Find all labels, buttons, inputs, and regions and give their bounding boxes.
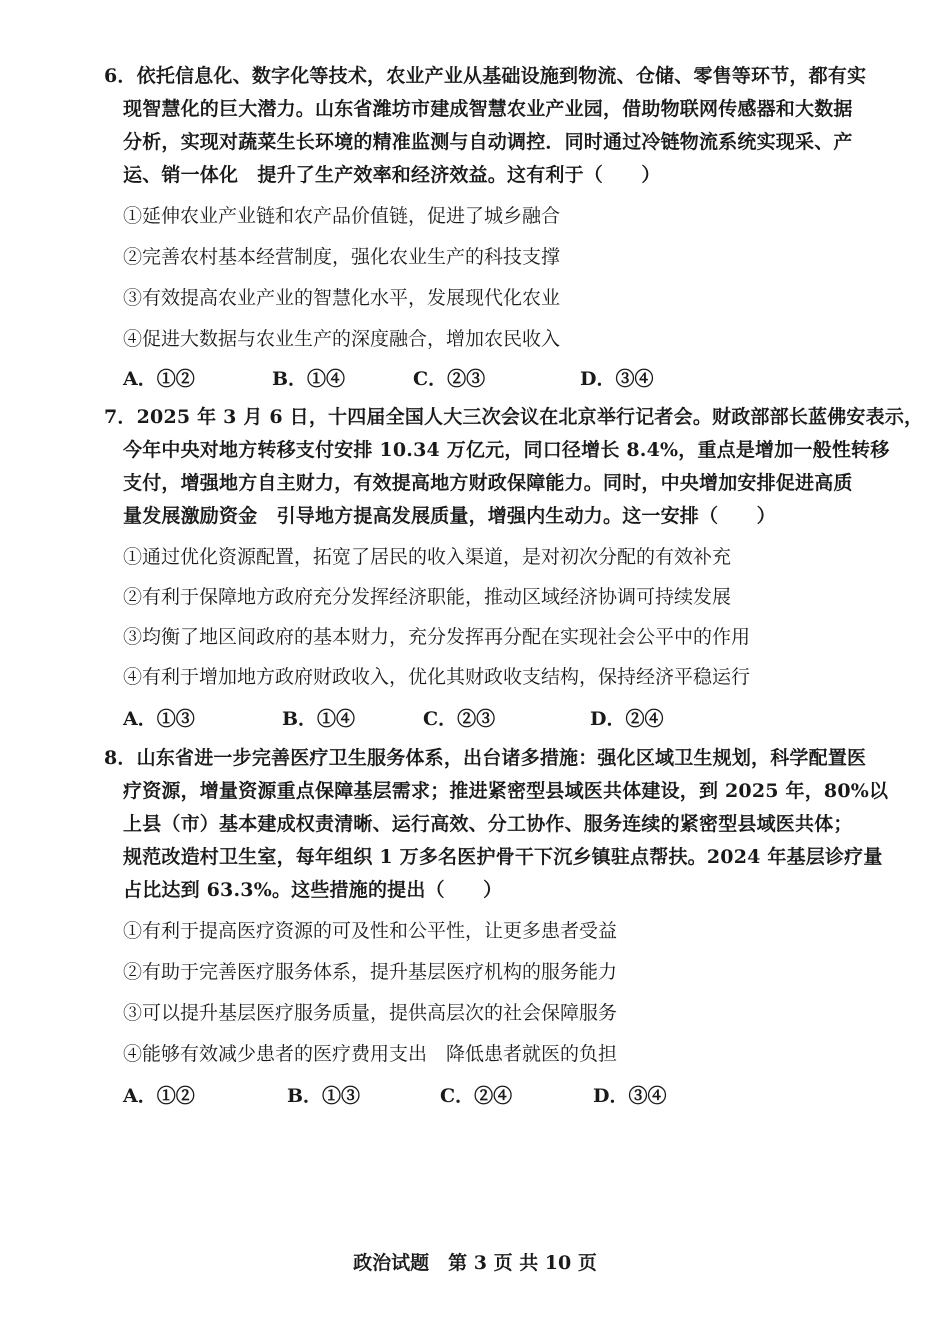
statement-item: ④有利于增加地方政府财政收入，优化其财政收支结构，保持经济平稳运行 <box>123 666 751 688</box>
question-stem-line: 支付，增强地方自主财力，有效提高地方财政保障能力。同时，中央增加安排促进高质 <box>123 472 853 494</box>
choice-c[interactable]: C．②③ <box>423 708 496 730</box>
statement-item: ②完善农村基本经营制度，强化农业生产的科技支撑 <box>123 246 561 268</box>
choice-c[interactable]: C．②④ <box>440 1085 513 1107</box>
question-stem-line: 运、销一体化 提升了生产效率和经济效益。这有利于（ ） <box>123 164 661 186</box>
statement-item: ①有利于提高医疗资源的可及性和公平性，让更多患者受益 <box>123 920 618 942</box>
question-stem-line: 现智慧化的巨大潜力。山东省潍坊市建成智慧农业产业园，借助物联网传感器和大数据 <box>123 98 853 120</box>
choice-d[interactable]: D．②④ <box>590 708 664 730</box>
question-stem-line: 占比达到 63.3%。这些措施的提出（ ） <box>123 879 503 901</box>
question-stem-line: 今年中央对地方转移支付安排 10.34 万亿元，同口径增长 8.4%，重点是增加一般性转移 <box>123 439 890 461</box>
statement-item: ②有助于完善医疗服务体系，提升基层医疗机构的服务能力 <box>123 961 618 983</box>
statement-item: ③有效提高农业产业的智慧化水平，发展现代化农业 <box>123 287 561 309</box>
choice-d[interactable]: D．③④ <box>580 368 654 390</box>
choice-b[interactable]: B．①④ <box>282 708 356 730</box>
statement-item: ②有利于保障地方政府充分发挥经济职能，推动区域经济协调可持续发展 <box>123 586 732 608</box>
choice-b[interactable]: B．①③ <box>287 1085 361 1107</box>
choice-a[interactable]: A．①② <box>123 1085 195 1107</box>
choice-a[interactable]: A．①② <box>123 368 195 390</box>
statement-item: ③可以提升基层医疗服务质量，提供高层次的社会保障服务 <box>123 1002 618 1024</box>
choice-a[interactable]: A．①③ <box>123 708 195 730</box>
question-stem-line: 量发展激励资金 引导地方提高发展质量，增强内生动力。这一安排（ ） <box>123 505 776 527</box>
question-stem-line: 规范改造村卫生室，每年组织 1 万多名医护骨干下沉乡镇驻点帮扶。2024 年基层诊疗量 <box>123 846 883 868</box>
statement-item: ④能够有效减少患者的医疗费用支出 降低患者就医的负担 <box>123 1043 618 1065</box>
question-stem-line: 分析，实现对蔬菜生长环境的精准监测与自动调控．同时通过冷链物流系统实现采、产 <box>123 131 853 153</box>
statement-item: ④促进大数据与农业生产的深度融合，增加农民收入 <box>123 328 561 350</box>
statement-item: ①通过优化资源配置，拓宽了居民的收入渠道，是对初次分配的有效补充 <box>123 546 732 568</box>
page-footer: 政治试题 第 3 页 共 10 页 <box>353 1252 597 1274</box>
question-stem-line: 7．2025 年 3 月 6 日，十四届全国人大三次会议在北京举行记者会。财政部部长蓝佛安表示， <box>104 406 924 428</box>
choice-b[interactable]: B．①④ <box>272 368 346 390</box>
choice-c[interactable]: C．②③ <box>413 368 486 390</box>
statement-item: ③均衡了地区间政府的基本财力，充分发挥再分配在实现社会公平中的作用 <box>123 626 751 648</box>
question-stem-line: 上县（市）基本建成权责清晰、运行高效、分工协作、服务连续的紧密型县域医共体； <box>123 813 853 835</box>
question-stem-line: 8．山东省进一步完善医疗卫生服务体系，出台诸多措施：强化区域卫生规划，科学配置医 <box>104 747 867 769</box>
choice-d[interactable]: D．③④ <box>593 1085 667 1107</box>
statement-item: ①延伸农业产业链和农产品价值链，促进了城乡融合 <box>123 205 561 227</box>
question-stem-line: 6．依托信息化、数字化等技术，农业产业从基础设施到物流、仓储、零售等环节，都有实 <box>104 65 867 87</box>
question-stem-line: 疗资源，增量资源重点保障基层需求；推进紧密型县域医共体建设，到 2025 年，80%以 <box>123 780 889 802</box>
